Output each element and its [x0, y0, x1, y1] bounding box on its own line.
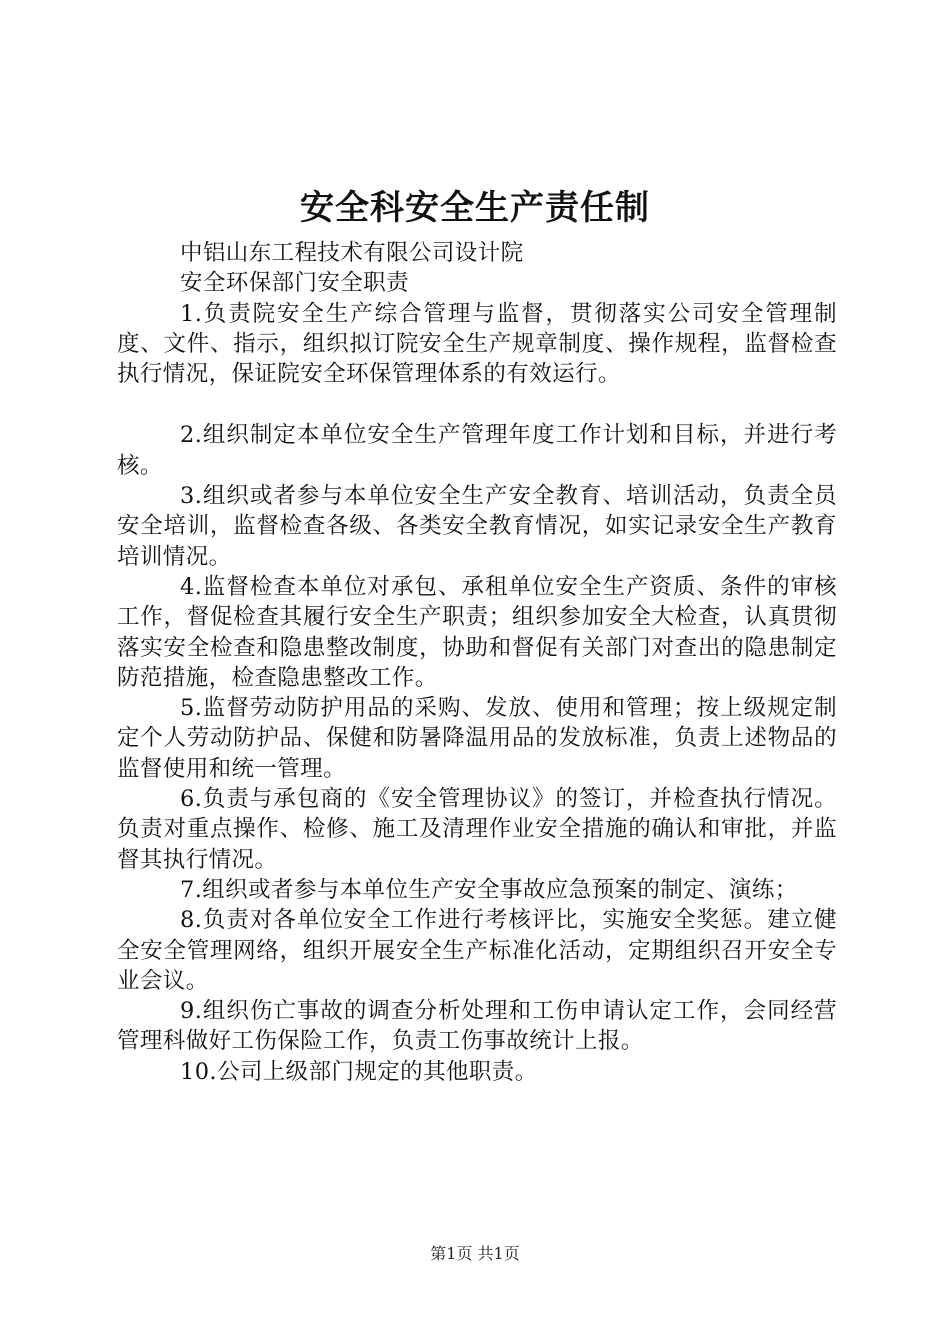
- duty-item-4: 4.监督检查本单位对承包、承租单位安全生产资质、条件的审核工作，督促检查其履行安全生产职责；组织参加安全大检查，认真贯彻落实安全检查和隐患整改制度，协助和督促有关部门对查出的隐患制定防范措施，检查隐患整改工作。: [117, 573, 837, 691]
- duty-item-10: 10.公司上级部门规定的其他职责。: [180, 1058, 538, 1085]
- document-body: [117, 238, 837, 1087]
- duty-item-1: 1.负责院安全生产综合管理与监督，贯彻落实公司安全管理制度、文件、指示，组织拟订院安全生产规章制度、操作规程，监督检查执行情况，保证院安全环保管理体系的有效运行。: [117, 300, 837, 388]
- department-heading: 安全环保部门安全职责: [180, 270, 410, 297]
- page-number-footer: 第1页 共1页: [430, 1244, 520, 1263]
- paragraph-gap: [117, 389, 837, 420]
- org-name: 中铝山东工程技术有限公司设计院: [180, 240, 524, 266]
- duty-item-7: 7.组织或者参与本单位生产安全事故应急预案的制定、演练；: [180, 876, 798, 903]
- duty-item-9: 9.组织伤亡事故的调查分析处理和工伤申请认定工作，会同经营管理科做好工伤保险工作，负责工伤事故统计上报。: [117, 998, 837, 1055]
- document-title: 安全科安全生产责任制: [300, 188, 650, 228]
- duty-item-5: 5.监督劳动防护用品的采购、发放、使用和管理；按上级规定制定个人劳动防护品、保健和防暑降温用品的发放标准，负责上述物品的监督使用和统一管理。: [117, 695, 837, 782]
- duty-item-8: 8.负责对各单位安全工作进行考核评比，实施安全奖惩。建立健全安全管理网络，组织开展安全生产标准化活动，定期组织召开安全专业会议。: [117, 907, 837, 994]
- duty-item-2: 2.组织制定本单位安全生产管理年度工作计划和目标，并进行考核。: [117, 422, 837, 479]
- duty-item-6: 6.负责与承包商的《安全管理协议》的签订，并检查执行情况。负责对重点操作、检修、施工及清理作业安全措施的确认和审批，并监督其执行情况。: [117, 786, 837, 873]
- duty-item-3: 3.组织或者参与本单位安全生产安全教育、培训活动，负责全员安全培训，监督检查各级、各类安全教育情况，如实记录安全生产教育培训情况。: [117, 483, 837, 570]
